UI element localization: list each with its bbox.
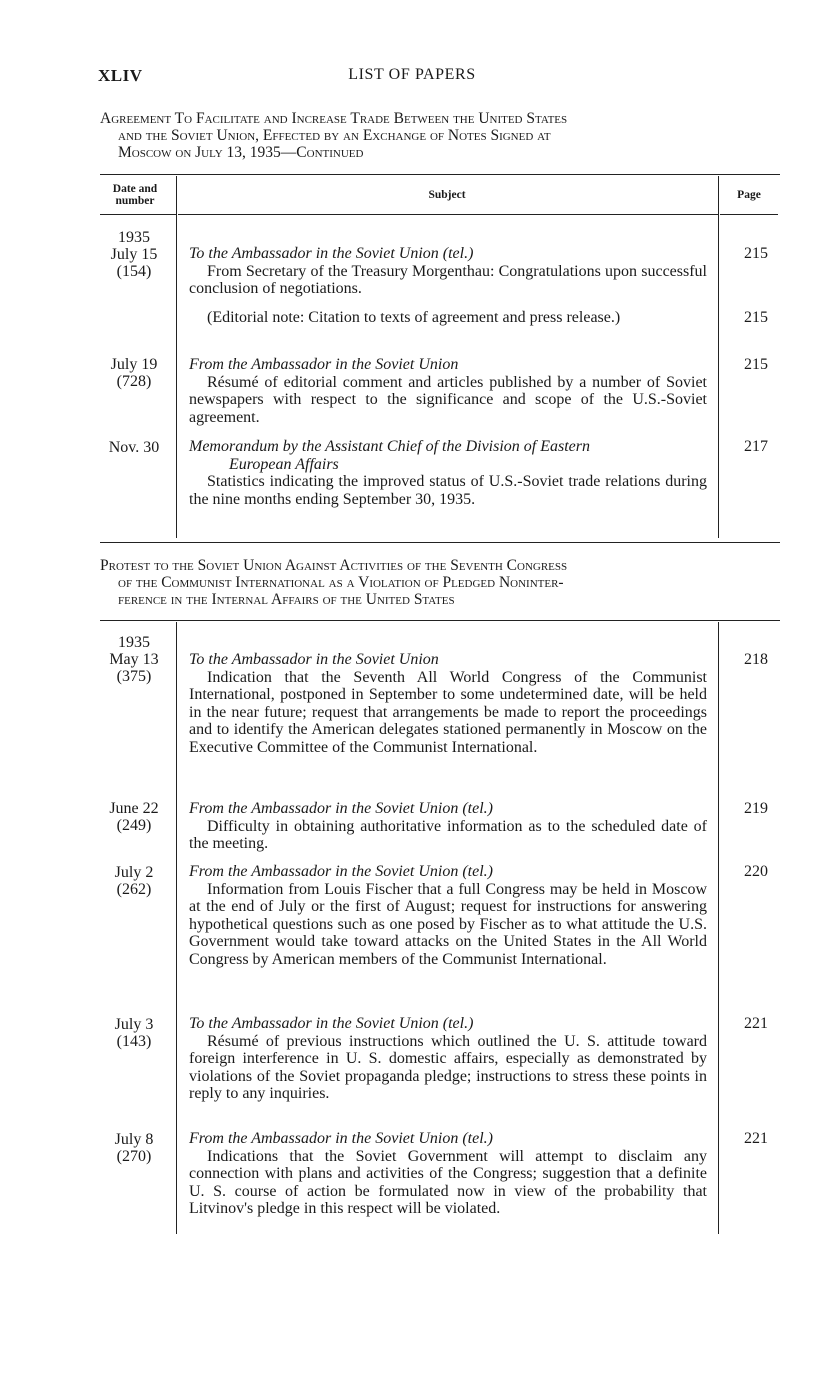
column-divider: [176, 176, 177, 538]
date-text: July 15: [110, 246, 158, 263]
section-2-heading-line: Protest to the Soviet Union Against Activities of the Seventh Congress: [100, 557, 568, 574]
entry-summary: Indication that the Seventh All World Congress of the Communist International, postponed in September to some undetermined date, will be held in the near future; request that arrangements be made to report the proceedings and to identify the American delegates stationed permanently in Moscow on the Executive Committee of the Communist International.: [189, 668, 707, 756]
document-number: (728): [116, 373, 152, 390]
entry-date: [96, 864, 172, 898]
entry-summary: Résumé of editorial comment and articles published by a number of Soviet newspapers with respect to the significance and scope of the U.S.-Soviet agreement.: [189, 373, 707, 426]
entry-title: To the Ambassador in the Soviet Union: [189, 651, 439, 668]
entry-date: [96, 651, 172, 685]
section-divider-rule: [100, 542, 780, 543]
page-number: 217: [744, 438, 768, 455]
section-1-heading-line: Moscow on July 13, 1935—Continued: [118, 144, 364, 161]
entry-title: To the Ambassador in the Soviet Union (tel.): [189, 245, 474, 262]
running-title: LIST OF PAPERS: [348, 66, 476, 83]
list-item: [189, 1130, 707, 1218]
date-text: July 2: [114, 864, 154, 881]
document-number: (375): [116, 668, 152, 685]
header-underline: [100, 214, 176, 215]
list-item: [189, 1015, 707, 1103]
list-item: [189, 800, 707, 853]
entry-summary: Difficulty in obtaining authoritative information as to the scheduled date of the meeting.: [189, 817, 707, 852]
date-text: July 3: [114, 1016, 154, 1033]
year-label: 1935: [118, 634, 150, 651]
section-2-heading-line: of the Communist International as a Violation of Pledged Noninter-: [118, 574, 564, 591]
entry-summary: Indications that the Soviet Government will attempt to disclaim any connection with plans and activities of the Congress; suggestion that a definite U. S. course of action be formulated now in view of the probability that Litvinov's pledge in this respect will be violated.: [189, 1147, 707, 1217]
entry-summary: Information from Louis Fischer that a full Congress may be held in Moscow at the end of July or the first of August; request for instructions for answering hypothetical questions such as one posed by Fischer as to what attitude the U.S. Government would take toward attacks on the United States in the All World Congress by American members of the Communist International.: [189, 880, 707, 968]
document-number: (154): [116, 263, 152, 280]
entry-title: To the Ambassador in the Soviet Union (tel.): [189, 1015, 474, 1032]
date-text: July 8: [114, 1131, 154, 1148]
column-divider: [718, 176, 719, 538]
list-item: [189, 356, 707, 426]
document-number: (143): [116, 1033, 152, 1050]
date-text: Nov. 30: [108, 439, 160, 456]
list-item: [189, 863, 707, 968]
document-number: (262): [116, 881, 152, 898]
entry-date: [96, 800, 172, 834]
list-item: [189, 245, 707, 298]
table-top-rule: [100, 174, 780, 175]
column-header-date: Date and number: [112, 183, 158, 207]
section-2-heading-line: ference in the Internal Affairs of the United States: [118, 591, 455, 608]
document-number: (270): [116, 1148, 152, 1165]
column-divider: [176, 622, 177, 1234]
entry-title: From the Ambassador in the Soviet Union (tel.): [189, 1130, 493, 1147]
column-header-page: Page: [737, 189, 761, 201]
section-1-heading: [100, 110, 780, 161]
entry-date: [96, 439, 172, 456]
date-text: June 22: [109, 800, 159, 817]
list-item: [189, 309, 707, 327]
editorial-note: (Editorial note: Citation to texts of agreement and press release.): [207, 309, 621, 326]
page-number: 221: [744, 1130, 768, 1147]
document-number: (249): [116, 817, 152, 834]
date-text: May 13: [109, 651, 159, 668]
page-number: 218: [744, 651, 768, 668]
page-number: 221: [744, 1015, 768, 1032]
page-number: 215: [744, 356, 768, 373]
date-text: July 19: [110, 356, 158, 373]
entry-summary: Statistics indicating the improved status of U.S.-Soviet trade relations during the nine months ending September 30, 1935.: [189, 473, 707, 508]
section-2-heading: [100, 557, 780, 608]
page-number: 215: [744, 309, 768, 326]
table-top-rule: [100, 620, 780, 621]
entry-date: [96, 356, 172, 390]
page-number: 219: [744, 800, 768, 817]
entry-title: From the Ambassador in the Soviet Union: [189, 356, 459, 373]
list-item: [189, 651, 707, 756]
entry-title: Memorandum by the Assistant Chief of the Division of Eastern: [189, 438, 591, 455]
entry-title-continued: European Affairs: [229, 455, 339, 473]
entry-title: From the Ambassador in the Soviet Union (tel.): [189, 863, 493, 880]
page-folio: XLIV: [98, 66, 143, 85]
page-number: 215: [744, 245, 768, 262]
entry-title: From the Ambassador in the Soviet Union (tel.): [189, 800, 493, 817]
list-item: [189, 438, 707, 508]
column-header-subject: Subject: [428, 189, 466, 201]
page-number: 220: [744, 863, 768, 880]
entry-date: [96, 1016, 172, 1050]
entry-summary: Résumé of previous instructions which outlined the U. S. attitude toward foreign interference in U. S. domestic affairs, especially as demonstrated by violations of the Soviet propaganda pledge; instructions to stress these points in reply to any inquiries.: [189, 1032, 707, 1102]
entry-date: [96, 1131, 172, 1165]
column-divider: [718, 622, 719, 1234]
header-underline: [720, 214, 778, 215]
year-label: 1935: [118, 229, 150, 246]
entry-date: [96, 246, 172, 280]
section-1-heading-line: and the Soviet Union, Effected by an Exchange of Notes Signed at: [118, 127, 551, 144]
entry-summary: From Secretary of the Treasury Morgenthau: Congratulations upon successful conclusion of negotiations.: [189, 262, 707, 297]
header-underline: [178, 214, 718, 215]
section-1-heading-line: Agreement To Facilitate and Increase Trade Between the United States: [100, 110, 568, 127]
